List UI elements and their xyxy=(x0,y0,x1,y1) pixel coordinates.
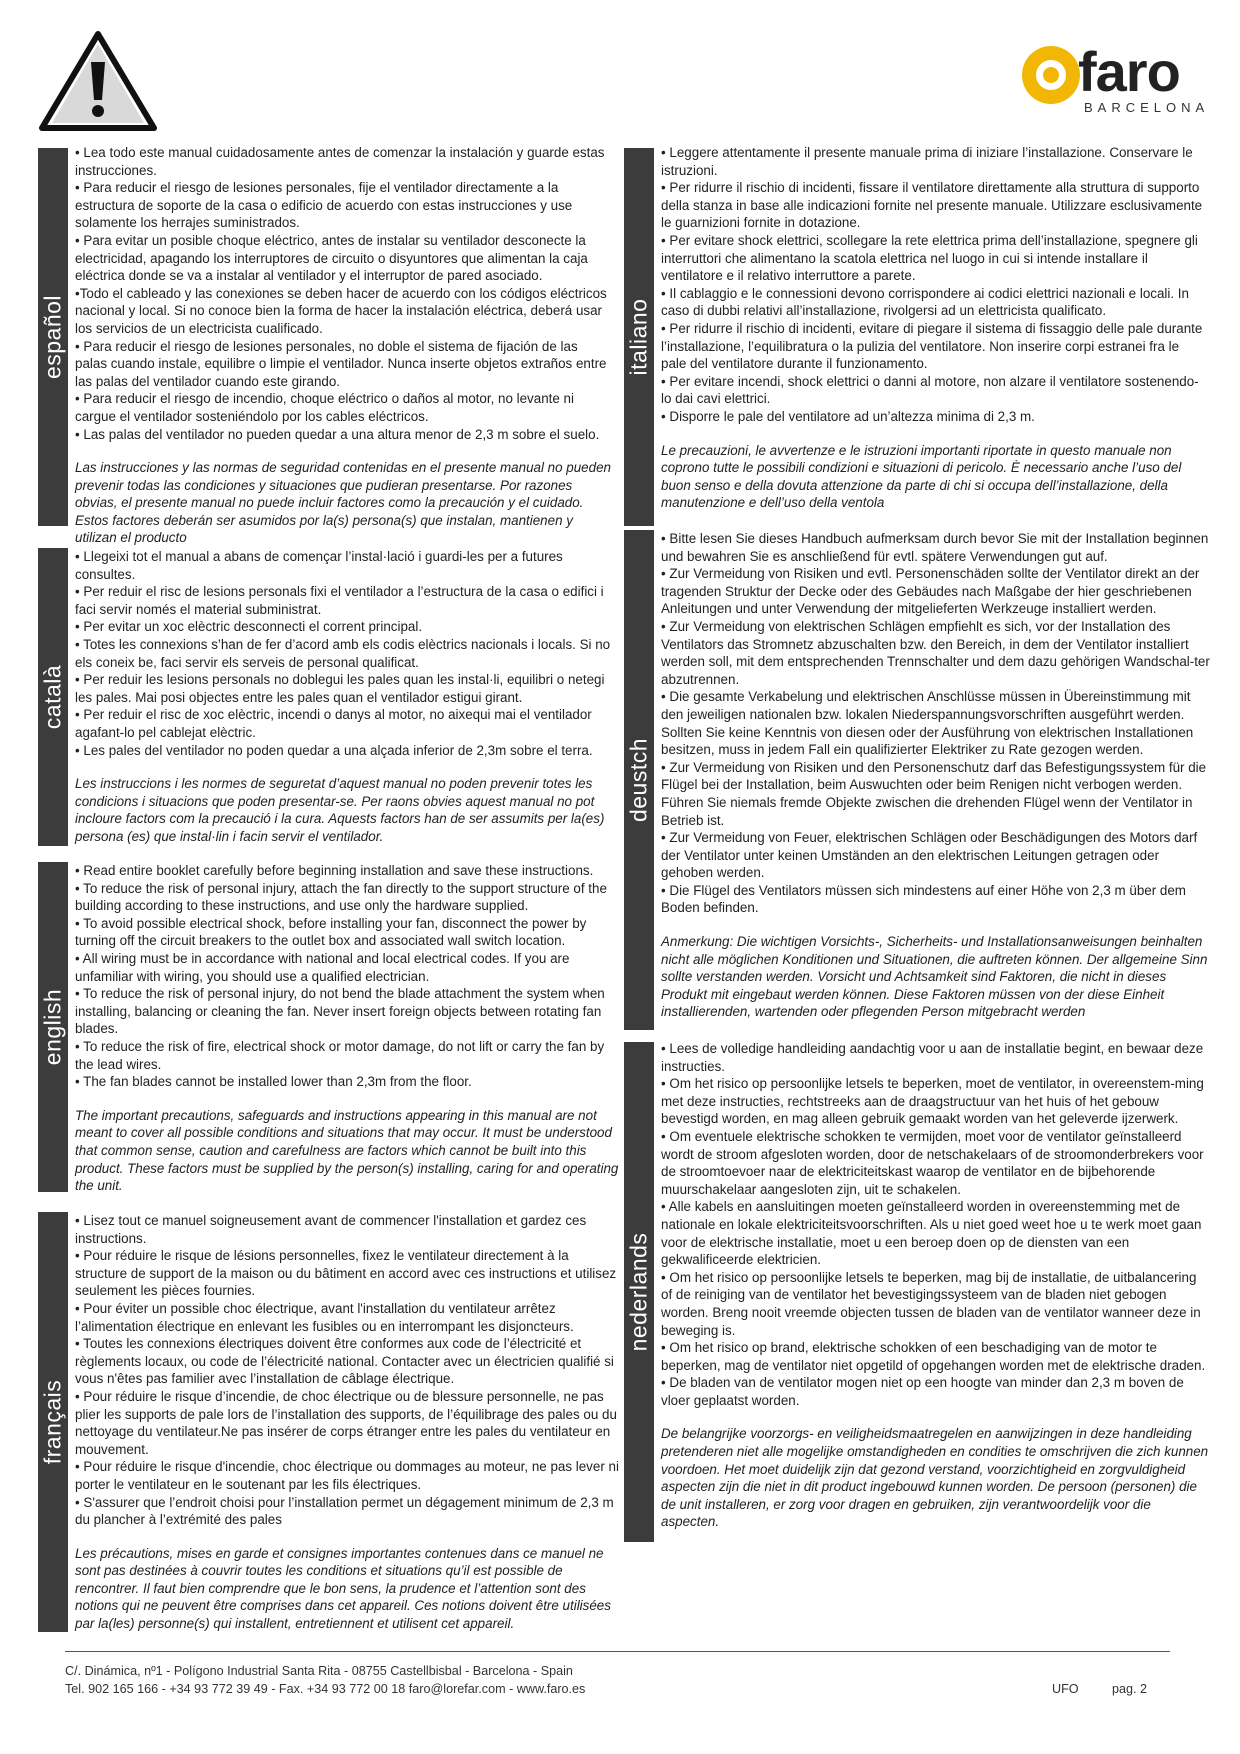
tab-english xyxy=(38,862,68,1192)
list-item: • Die gesamte Verkabelung und elektrischen Anschlüsse müssen in Übereinstimmung mit den jeweiligen nationalen bzw. lokalen Niederspannungsvorschriften ausgeführt werden. Sollten Sie keine Kenntnis von diesen oder der Ausführung von elektrischen Installationen besitzen, muss in jedem Fall ein qualifizierter Elektriker zu Rate gezogen werden. xyxy=(661,689,1194,758)
footer-address: C/. Dinámica, nº1 - Polígono Industrial Santa Rita - 08755 Castellbisbal - Barcelona - Spain xyxy=(65,1664,573,1678)
list-item: • Para reducir el riesgo de lesiones personales, no doble el sistema de fijación de las palas cuando instale, equilibre o limpie el ventilador. Nunca inserte objetos extraños entre las palas del ventilador cuando este girando. xyxy=(75,338,607,389)
safety-note: De belangrijke voorzorgs- en veiligheidsmaatregelen en aanwijzingen in deze handleiding pretenderen niet alle mogelijke omstandigheden en condities te omschrijven die zich kunnen voordoen. Het moet duidelijk zijn dat gezond verstand, voorzichtigheid en zorgvuldigheid aspecten zijn die niet in dit product ingebouwd kunnen worden. De persoon (personen) die de unit installeren, er zorg voor dragen en gebruiken, zijn verantwoordelijk voor die aspecten. xyxy=(661,1426,1209,1530)
section-espanol xyxy=(75,144,611,547)
list-item: • Pour réduire le risque d'incendie, choc électrique ou dommages au moteur, ne pas lever ni porter le ventilateur en le soutenant par les fils électriques. xyxy=(75,1459,619,1492)
list-item: • Om het risico op persoonlijke letsels te beperken, mag bij de installatie, de uitbalancering of de reiniging van de ventilator het bevestigingssysteem van de bladen niet gebogen worden. Breng nooit vreemde objecten tussen de bladen van de ventilator wanneer deze in beweging is. xyxy=(661,1269,1201,1338)
tab-espanol xyxy=(38,148,68,526)
list-item: • Alle kabels en aansluitingen moeten geïnstalleerd worden in overeenstemming met de nationale en lokale elektriciteitsvoorschriften. Als u niet goed weet hoe u te werk moet gaan voor de elektrische installatie, moet u een beroep doen op de diensten van een gekwalificeerde elektricien. xyxy=(661,1199,1202,1268)
list-item: • Zur Vermeidung von Risiken und evtl. Personenschäden sollte der Ventilator direkt an der tragenden Struktur der Decke oder des Gebäudes nach Maßgabe der hier geschriebenen Anleitungen und unter Verwendung der mitgelieferten Werkzeuge installiert werden. xyxy=(661,566,1200,617)
list-item: • To reduce the risk of personal injury, attach the fan directly to the support structure of the building according to these instructions, and use only the hardware supplied. xyxy=(75,880,607,914)
logo-wordmark: faro xyxy=(1078,40,1180,103)
list-item: • Om het risico op persoonlijke letsels te beperken, moet de ventilator, in overeenstem-ming met deze instructies, rechtstreeks aan de draagstructuur van het huis of het gebouw bevestigd worden, en mag alleen gebruik gemaakt worden van het geleverde ijzerwerk. xyxy=(661,1076,1204,1127)
list-item: • Leggere attentamente il presente manuale prima di iniziare l’installazione. Conservare le istruzioni. xyxy=(661,145,1193,178)
page-number: pag. 2 xyxy=(1112,1682,1148,1696)
list-item: • Read entire booklet carefully before beginning installation and save these instructions. xyxy=(75,863,594,878)
section-label: español xyxy=(39,294,66,380)
safety-note: Les instruccions i les normes de seguretat d’aquest manual no poden prevenir totes les condicions i situacions que poden presentar-se. Per raons obvies aquest manual no pot incloure factors com la precaució i la cura. Aquests factors han de ser assumits per la(es) persona (es) que instal·lin i facin servir el ventilador. xyxy=(75,776,605,844)
list-item: • To reduce the risk of personal injury, do not bend the blade attachment the system when installing, balancing or cleaning the fan. Never insert foreign objects between rotating fan blades. xyxy=(75,986,605,1037)
safety-note: Anmerkung: Die wichtigen Vorsichts-, Sicherheits- und Installationsanweisungen beinhalten nicht alle möglichen Konditionen und Situationen, die auftreten können. Der allgemeine Sinn sollte verstanden werden. Vorsicht und Achtsamkeit sind Faktoren, die nicht in dieses Produkt mit eingebaut werden können. Diese Faktoren müssen von der diese Einheit installierenden, wartenden oder pflegenden Person mitgebracht werden xyxy=(661,934,1208,1020)
list-item: • Die Flügel des Ventilators müssen sich mindestens auf einer Höhe von 2,3 m über dem Boden befinden. xyxy=(661,882,1186,916)
safety-note: Las instrucciones y las normas de seguridad contenidas en el presente manual no pueden prevenir todas las condiciones y situaciones que pudieran presentarse. Por razones obvias, el presente manual no puede incluir factores como la precaución y el cuidado. Estos factores deberán ser asumidos por la(s) persona(s) que instalan, mantienen y utilizan el producto xyxy=(75,460,611,546)
warning-triangle-icon xyxy=(38,30,158,132)
list-item: • Para evitar un posible choque eléctrico, antes de instalar su ventilador desconecte la electricidad, apagando los interruptores de circuito o disyuntores que alimentan la caja eléctrica donde se va a instalar al ventilador y el interruptor de pared asociado. xyxy=(75,232,588,284)
list-item: • To avoid possible electrical shock, before installing your fan, disconnect the power by turning off the circuit breakers to the outlet box and associated wall switch location. xyxy=(75,915,587,949)
list-item: • All wiring must be in accordance with national and local electrical codes. If you are unfamiliar with wiring, you should use a qualified electrician. xyxy=(75,950,570,984)
list-item: • Para reducir el riesgo de lesiones personales, fije el ventilador directamente a la estructura de soporte de la casa o edificio de acuerdo con estas instrucciones y use solamente los herrajes suministrados. xyxy=(75,180,573,231)
list-item: • S'assurer que l’endroit choisi pour l’installation permet un dégagement minimum de 2,3 m du plancher à l’extrémité des pales xyxy=(75,1494,614,1528)
list-item: • The fan blades cannot be installed lower than 2,3m from the floor. xyxy=(75,1074,472,1090)
section-label: italiano xyxy=(625,298,652,376)
list-item: • Il cablaggio e le connessioni devono corrispondere ai codici elettrici nazionali e locali. In caso di dubbi relativi all’installazione, rivolgersi ad un elettricista qualificato. xyxy=(661,285,1189,319)
footer-contact: Tel. 902 165 166 - +34 93 772 39 49 - Fax. +34 93 772 00 18 faro@lorefar.com - www.faro.es xyxy=(65,1682,586,1696)
list-item: • Per evitare incendi, shock elettrici o danni al motore, non alzare il ventilatore sostenendo-lo dai cavi elettrici. xyxy=(661,373,1199,407)
section-label: français xyxy=(39,1379,66,1465)
list-item: • Toutes les connexions électriques doivent être conformes aux code de l’électricité et règlements locaux, ou code de l’électricité national. Contacter avec un électricien qualifié si vous n'êtes pas familier avec l’installation de câblage électrique. xyxy=(75,1336,614,1387)
list-item: • Para reducir el riesgo de incendio, choque eléctrico o daños al motor, no levante ni cargue el ventilador sosteniéndolo por los cables eléctricos. xyxy=(75,391,574,424)
list-item: • To reduce the risk of fire, electrical shock or motor damage, do not lift or carry the fan by the lead wires. xyxy=(75,1038,605,1072)
list-item: • Zur Vermeidung von Risiken und den Personenschutz darf das Befestigungssystem für die Flügel bei der Installation, beim Auswuchten oder beim Renigen nicht verbogen werden. Führen Sie niemals fremde Objekte zwischen die drehenden Flügel wenn der Ventilator in Betrieb ist. xyxy=(661,759,1207,828)
list-item: • Llegeixi tot el manual a abans de començar l’instal·lació i guardi-les per a futures consultes. xyxy=(75,549,563,582)
tab-italiano xyxy=(624,148,654,526)
list-item: • Disporre le pale del ventilatore ad un’altezza minima di 2,3 m. xyxy=(661,408,1035,424)
list-item: • Pour éviter un possible choc électrique, avant l'installation du ventilateur arrêtez l’alimentation électrique en enlevant les fusibles ou en interrompant les disjoncteurs. xyxy=(75,1300,574,1334)
list-item: • Per reduir les lesions personals no doblegui les pales quan les instal·li, equilibri o netegi les pales. Mai posi objectes entre les pales quan el ventilador estigui girant. xyxy=(75,672,605,705)
section-label: català xyxy=(39,664,66,730)
list-item: • Lea todo este manual cuidadosamente antes de comenzar la instalación y guarde estas instrucciones. xyxy=(75,145,605,178)
list-item: • Per reduir el risc de lesions personals fixi el ventilador a l’estructura de la casa o edifici i faci servir només el material subministrat. xyxy=(75,584,604,617)
list-item: • Pour réduire le risque de lésions personnelles, fixez le ventilateur directement à la structure de support de la maison ou du bâtiment en accord avec ces instructions et utilisez seulement les pièces fournies. xyxy=(75,1248,617,1299)
section-deustch xyxy=(661,530,1213,1021)
section-nederlands xyxy=(661,1040,1209,1531)
section-label: nederlands xyxy=(625,1232,652,1352)
list-item: • Lisez tout ce manuel soigneusement avant de commencer l'installation et gardez ces instructions. xyxy=(75,1213,587,1246)
list-item: • Las palas del ventilador no pueden quedar a una altura menor de 2,3 m sobre el suelo. xyxy=(75,426,600,442)
list-item: • Pour réduire le risque d’incendie, de choc électrique ou de blessure personnelle, ne pas plier les supports de pale lors de l’installation des supports, de l’équilibrage des pales ou du nettoyage du ventilateur.Ne pas insérer de corps étranger entre les pales du ventilateur en mouvement. xyxy=(75,1388,617,1457)
section-italiano xyxy=(661,144,1205,512)
faro-logo xyxy=(1020,40,1210,120)
safety-note: Les précautions, mises en garde et consignes importantes contenues dans ce manuel ne sont pas destinées à couvrir toutes les conditions et situations qu’il est possible de rencontrer. Il faut bien comprendre que le bon sens, la prudence et l’attention sont des notions qui ne peuvent être comprises dans cet appareil. Ces notions doivent être utilisées par la(les) personne(s) qui installent, entretiennent et utilisent cet appareil. xyxy=(75,1545,611,1632)
list-item: • Per ridurre il rischio di incidenti, fissare il ventilatore direttamente alla struttura di supporto della stanza in base alle indicazioni fornite nel presente manuale. Utilizzare esclusivamente le guarnizioni fornite in dotazione. xyxy=(661,180,1203,231)
section-catala xyxy=(75,548,611,846)
list-item: • Per evitar un xoc elèctric desconnecti el corrent principal. xyxy=(75,619,423,635)
footer-model: UFO xyxy=(1052,1682,1079,1696)
sun-icon xyxy=(1020,44,1082,106)
list-item: • Lees de volledige handleiding aandachtig voor u aan de installatie begint, en bewaar deze instructies. xyxy=(661,1041,1204,1074)
list-item: • De bladen van de ventilator mogen niet op een hoogte van minder dan 2,3 m boven de vloer geplaatst worden. xyxy=(661,1375,1184,1408)
list-item: • Om eventuele elektrische schokken te vermijden, moet voor de ventilator geïnstalleerd wordt de stroom afgesloten worden, door de netschakelaars of de stroomonderbrekers voor de stroomtoevoer naar de elektriciteitskast waarop de ventilator en de bijbehorende muurschakelaar aangesloten zijn, uit te schakelen. xyxy=(661,1128,1204,1197)
list-item: • Les pales del ventilador no poden quedar a una alçada inferior de 2,3m sobre el terra. xyxy=(75,742,593,758)
section-english xyxy=(75,862,625,1195)
list-item: • Totes les connexions s’han de fer d’acord amb els codis elèctrics nacionals i locals. Si no els coneix be, faci servir els serveis de personal qualificat. xyxy=(75,636,611,670)
footer-divider xyxy=(65,1651,1170,1652)
logo-subtitle: BARCELONA xyxy=(1084,100,1210,115)
tab-francais xyxy=(38,1212,68,1632)
list-item: •Todo el cableado y las conexiones se deben hacer de acuerdo con los códigos eléctricos nacional y local. Si no conoce bien la forma de hacer la instalación eléctrica, deberá usar los servicios de un electricista cualificado. xyxy=(75,285,607,336)
section-label: deustch xyxy=(625,737,652,823)
list-item: • Bitte lesen Sie dieses Handbuch aufmerksam durch bevor Sie mit der Installation beginnen und bewahren Sie es anschließend für evtl. spätere Verwendungen gut auf. xyxy=(661,531,1209,564)
list-item: • Per evitare shock elettrici, scollegare la rete elettrica prima dell’installazione, spegnere gli interruttori che alimentano la scatola elettrica nel luogo in cui si intende installare il ventilatore e il relativo interruttore a parete. xyxy=(661,232,1198,284)
list-item: • Zur Vermeidung von Feuer, elektrischen Schlägen oder Beschädigungen des Motors darf der Ventilator unter keinen Umständen an den elektrischen Leitungen getragen oder gehoben werden. xyxy=(661,830,1198,881)
section-francais xyxy=(75,1212,621,1633)
list-item: • Zur Vermeidung von elektrischen Schlägen empfiehlt es sich, vor der Installation des Ventilators das Stromnetz abzuschalten bzw. den Bereich, in dem der Ventilator installiert werden soll, mit dem entsprechenden Trennschalter und dem dazu gehörigen Wandschal-ter abzutrennen. xyxy=(661,618,1210,687)
tab-nederlands xyxy=(624,1042,654,1542)
list-item: • Per ridurre il rischio di incidenti, evitare di piegare il sistema di fissaggio delle pale durante l’installazione, l’equilibratura o la pulizia del ventilatore. Non inserire corpi estranei fra le pale del ventilatore durante il funzionamento. xyxy=(661,320,1203,372)
tab-deustch xyxy=(624,530,654,1030)
section-label: english xyxy=(39,988,66,1066)
list-item: • Om het risico op brand, elektrische schokken of een beschadiging van de motor te beperken, mag de ventilator niet opgetild of opgehangen worden met de elektrische draden. xyxy=(661,1340,1206,1373)
tab-catala xyxy=(38,548,68,846)
safety-note: Le precauzioni, le avvertenze e le istruzioni importanti riportate in questo manuale non coprono tutte le possibili condizioni e situazioni di pericolo. È necessario anche l’uso del buon senso e della dovuta attenzione da parte di chi si occupa dell’installazione, della manutenzione e dell’uso della ventola xyxy=(661,442,1182,511)
list-item: • Per reduir el risc de xoc elèctric, incendi o danys al motor, no aixequi mai el ventilador agafant-lo pel cablejat elèctric. xyxy=(75,707,592,740)
safety-note: The important precautions, safeguards and instructions appearing in this manual are not meant to cover all possible conditions and situations that may occur. It must be understood that common sense, caution and carefulness are factors which cannot be built into this product. These factors must be supplied by the person(s) installing, caring for and operating the unit. xyxy=(75,1107,619,1194)
